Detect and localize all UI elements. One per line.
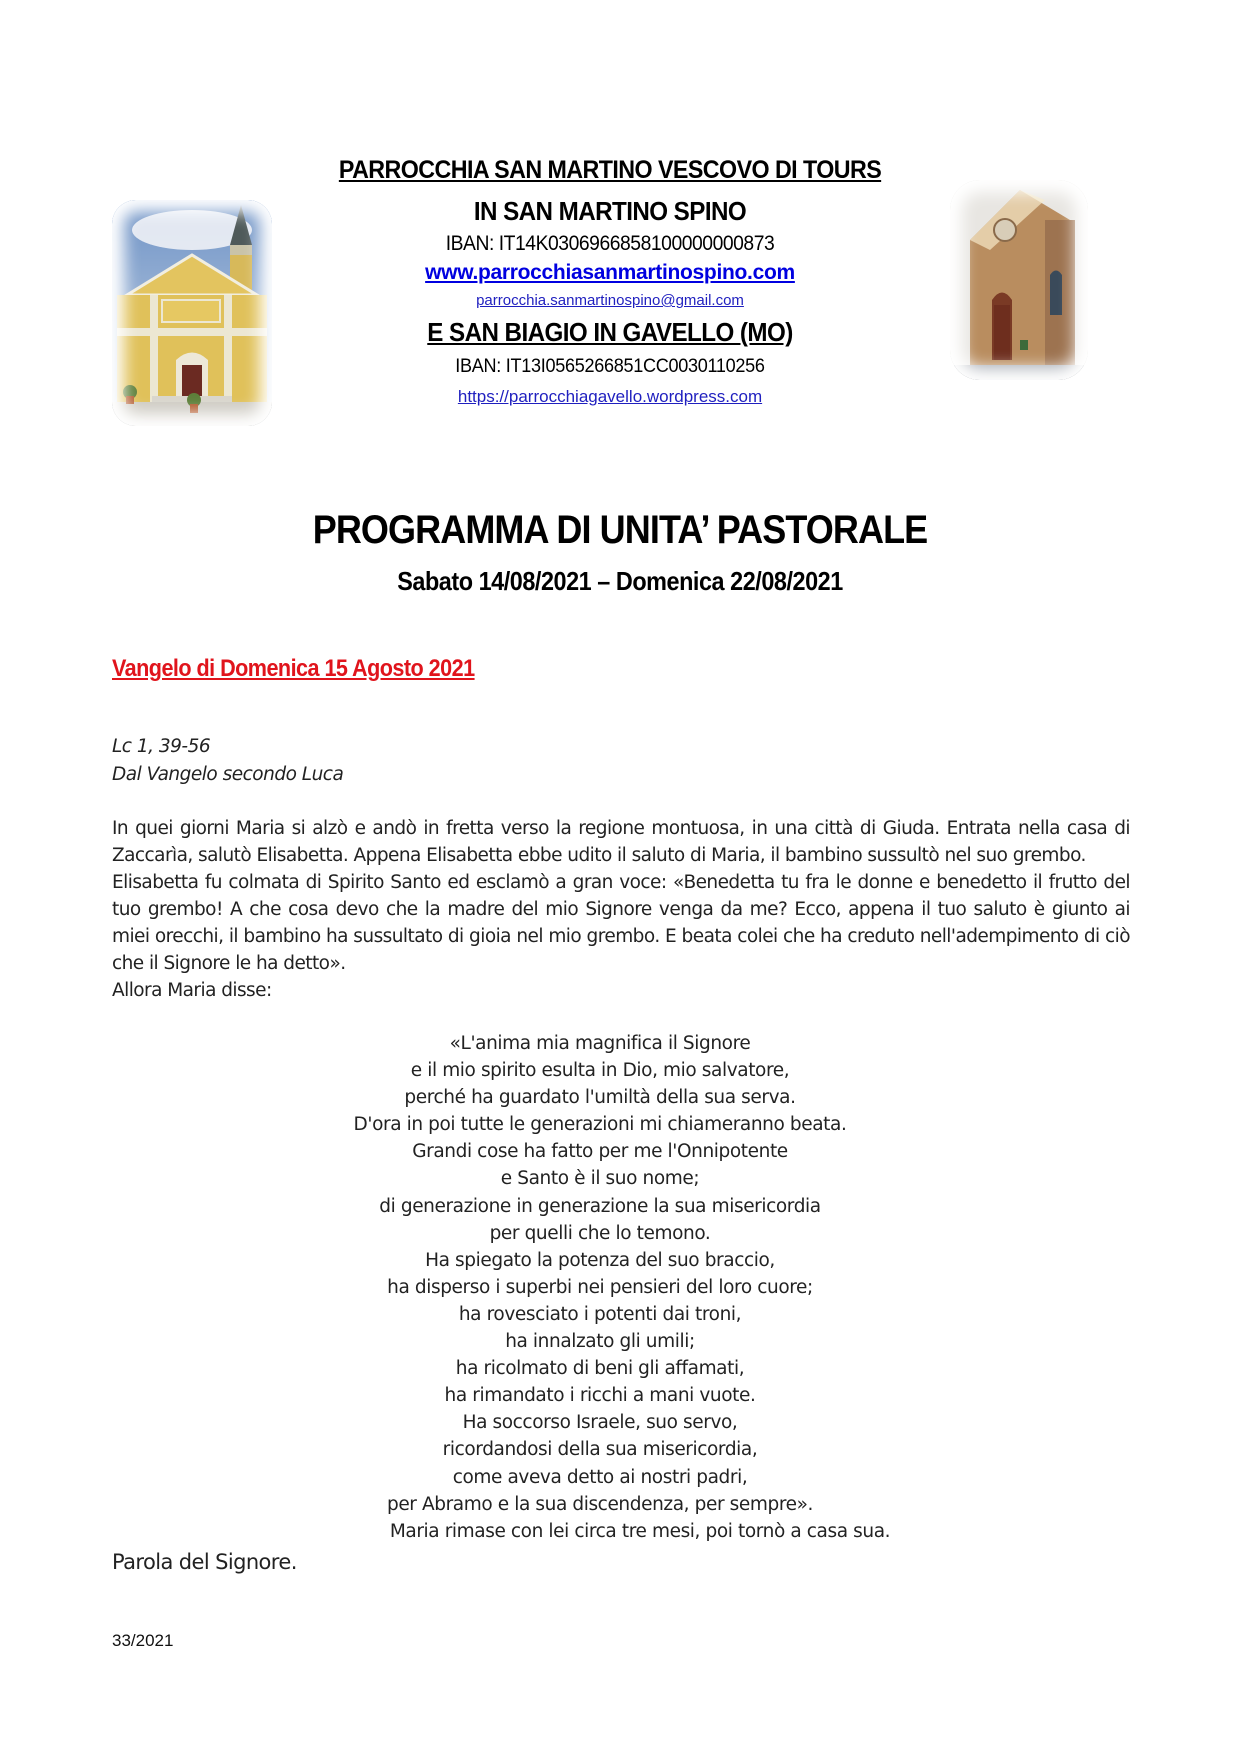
canticle-line: e il mio spirito esulta in Dio, mio salvatore, (410, 1060, 790, 1082)
program-dates: Sabato 14/08/2021 – Domenica 22/08/2021 (397, 566, 843, 596)
canticle-line: ricordandosi della sua misericordia, (442, 1439, 758, 1461)
parish-title: PARROCCHIA SAN MARTINO VESCOVO DI TOURS (338, 156, 882, 184)
gospel-reference: Lc 1, 39-56 (112, 736, 211, 757)
canticle-line: per Abramo e la sua discendenza, per sempre». (386, 1493, 813, 1515)
gospel-paragraph: In quei giorni Maria si alzò e andò in fretta verso la regione montuosa, in una città di Giuda. Entrata nella casa di Zaccarìa, salutò Elisabetta. Appena Elisabetta ebbe udito il saluto di Maria, il bambino sussultò nel suo grembo. (112, 818, 1130, 866)
gospel-paragraph: Allora Maria disse: (112, 980, 272, 1001)
canticle-line: e Santo è il suo nome; (500, 1168, 700, 1190)
canticle-line: D'ora in poi tutte le generazioni mi chiameranno beata. (353, 1114, 847, 1136)
magnificat-canticle (240, 1030, 960, 1545)
gospel-source: Dal Vangelo secondo Luca (112, 764, 344, 785)
canticle-line: ha ricolmato di beni gli affamati, (455, 1358, 745, 1380)
canticle-line: Maria rimase con lei circa tre mesi, poi tornò a casa sua. (389, 1520, 891, 1542)
gospel-heading: Vangelo di Domenica 15 Agosto 2021 (112, 655, 475, 682)
canticle-line: Grandi cose ha fatto per me l'Onnipotente (412, 1141, 788, 1163)
canticle-line: come aveva detto ai nostri padri, (452, 1466, 748, 1488)
website-gavello-link[interactable]: https://parrocchiagavello.wordpress.com (457, 387, 763, 406)
email-san-martino-link[interactable]: parrocchia.sanmartinospino@gmail.com (476, 292, 744, 309)
issue-number: 33/2021 (112, 1631, 174, 1650)
canticle-line: «L'anima mia magnifica il Signore (449, 1033, 751, 1054)
parish-location: IN SAN MARTINO SPINO (473, 196, 747, 226)
iban-gavello: IBAN: IT13I0565266851CC0030110256 (455, 356, 765, 377)
canticle-line: perché ha guardato l'umiltà della sua serva. (404, 1087, 796, 1109)
second-parish-title: E SAN BIAGIO IN GAVELLO (MO) (427, 317, 793, 347)
canticle-line: Ha soccorso Israele, suo servo, (462, 1412, 738, 1434)
gospel-closing: Parola del Signore. (112, 1550, 297, 1574)
program-title: PROGRAMMA DI UNITA’ PASTORALE (312, 508, 928, 552)
canticle-line: ha rimandato i ricchi a mani vuote. (444, 1385, 756, 1407)
canticle-line: per quelli che lo temono. (489, 1222, 711, 1244)
canticle-line: di generazione in generazione la sua misericordia (379, 1195, 821, 1217)
canticle-line: ha innalzato gli umili; (505, 1331, 695, 1353)
gospel-paragraph: Elisabetta fu colmata di Spirito Santo ed esclamò a gran voce: «Benedetta tu fra le donne e benedetto il frutto del tuo grembo! A che cosa devo che la madre del mio Signore venga da me? Ecco, appena il tuo saluto è giunto ai miei orecchi, il bambino ha sussultato di gioia nel mio grembo. E beata colei che ha creduto nell'adempimento di ciò che il Signore le ha detto». (112, 872, 1130, 974)
website-san-martino-link[interactable]: www.parrocchiasanmartinospino.com (425, 261, 795, 284)
canticle-line: Ha spiegato la potenza del suo braccio, (425, 1249, 775, 1271)
canticle-line: ha rovesciato i potenti dai troni, (458, 1303, 742, 1325)
gospel-prose (112, 815, 1130, 1004)
canticle-line: ha disperso i superbi nei pensieri del loro cuore; (387, 1276, 813, 1298)
iban-san-martino: IBAN: IT14K0306966858100000000873 (445, 232, 775, 255)
